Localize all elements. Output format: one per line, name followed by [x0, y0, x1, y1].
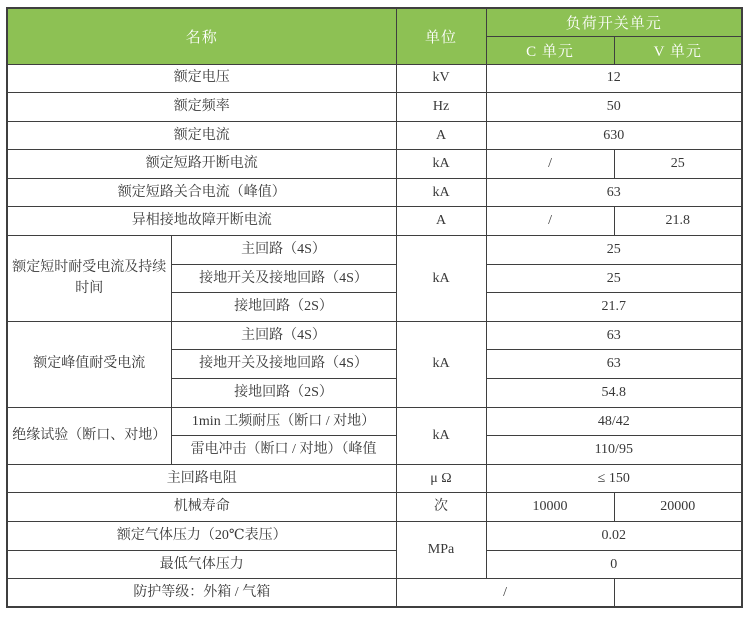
spec-table-header — [7, 8, 742, 64]
header-row — [7, 8, 742, 36]
table-row — [7, 493, 742, 522]
table-cell: A — [396, 207, 486, 236]
table-cell: A — [396, 121, 486, 150]
table-cell: 54.8 — [486, 379, 742, 408]
table-cell: 20000 — [614, 493, 742, 522]
header-cell: 单位 — [396, 8, 486, 64]
table-row — [7, 579, 742, 608]
table-cell: 接地开关及接地回路（4S） — [171, 350, 396, 379]
table-cell: 额定短时耐受电流及持续时间 — [7, 236, 171, 322]
table-cell: 次 — [396, 493, 486, 522]
table-cell: 25 — [486, 264, 742, 293]
table-cell: μ Ω — [396, 464, 486, 493]
table-cell: / — [396, 579, 614, 608]
table-cell: 1min 工频耐压（断口 / 对地） — [171, 407, 396, 436]
table-cell: 防护等级：外箱 / 气箱 — [7, 579, 396, 608]
table-cell: 最低气体压力 — [7, 550, 396, 579]
header-cell: C 单元 — [486, 36, 614, 64]
table-cell: 机械寿命 — [7, 493, 396, 522]
table-cell: 接地回路（2S） — [171, 379, 396, 408]
table-cell: 25 — [614, 150, 742, 179]
table-cell: 额定频率 — [7, 93, 396, 122]
table-cell: 21.8 — [614, 207, 742, 236]
table-cell: 630 — [486, 121, 742, 150]
table-cell: 110/95 — [486, 436, 742, 465]
table-row — [7, 522, 742, 551]
table-cell: 接地回路（2S） — [171, 293, 396, 322]
table-cell: 0 — [486, 550, 742, 579]
table-cell: kA — [396, 236, 486, 322]
table-cell: 48/42 — [486, 407, 742, 436]
table-cell: kA — [396, 321, 486, 407]
table-cell: ≤ 150 — [486, 464, 742, 493]
table-cell: 额定电流 — [7, 121, 396, 150]
table-cell: 25 — [486, 236, 742, 265]
table-row — [7, 236, 742, 265]
table-cell: kV — [396, 64, 486, 93]
table-row — [7, 407, 742, 436]
table-row — [7, 550, 742, 579]
spec-table — [6, 7, 743, 608]
table-row — [7, 207, 742, 236]
table-cell: 雷电冲击（断口 / 对地）（峰值 — [171, 436, 396, 465]
table-cell: kA — [396, 178, 486, 207]
spec-table-body — [7, 64, 742, 607]
header-cell: 负荷开关单元 — [486, 8, 742, 36]
table-cell: 主回路（4S） — [171, 236, 396, 265]
table-cell: MPa — [396, 522, 486, 579]
table-cell: 0.02 — [486, 522, 742, 551]
table-row — [7, 64, 742, 93]
table-cell: 63 — [486, 321, 742, 350]
table-cell: 额定峰值耐受电流 — [7, 321, 171, 407]
table-cell: 63 — [486, 178, 742, 207]
header-cell: V 单元 — [614, 36, 742, 64]
table-cell: kA — [396, 150, 486, 179]
table-row — [7, 321, 742, 350]
table-row — [7, 121, 742, 150]
table-row — [7, 93, 742, 122]
table-cell: Hz — [396, 93, 486, 122]
table-row — [7, 150, 742, 179]
table-cell: 异相接地故障开断电流 — [7, 207, 396, 236]
table-cell: 额定气体压力（20℃表压） — [7, 522, 396, 551]
table-cell: 额定短路开断电流 — [7, 150, 396, 179]
table-cell: 12 — [486, 64, 742, 93]
table-cell: 绝缘试验（断口、对地） — [7, 407, 171, 464]
table-row — [7, 464, 742, 493]
table-cell: kA — [396, 407, 486, 464]
table-cell: 21.7 — [486, 293, 742, 322]
table-cell: / — [486, 207, 614, 236]
table-cell: / — [486, 150, 614, 179]
table-cell: 主回路（4S） — [171, 321, 396, 350]
table-cell: 额定电压 — [7, 64, 396, 93]
table-cell: 接地开关及接地回路（4S） — [171, 264, 396, 293]
table-cell: 63 — [486, 350, 742, 379]
table-cell: 额定短路关合电流（峰值） — [7, 178, 396, 207]
table-cell: 主回路电阻 — [7, 464, 396, 493]
table-row — [7, 178, 742, 207]
table-cell: 50 — [486, 93, 742, 122]
table-cell: 10000 — [486, 493, 614, 522]
header-cell: 名称 — [7, 8, 396, 64]
